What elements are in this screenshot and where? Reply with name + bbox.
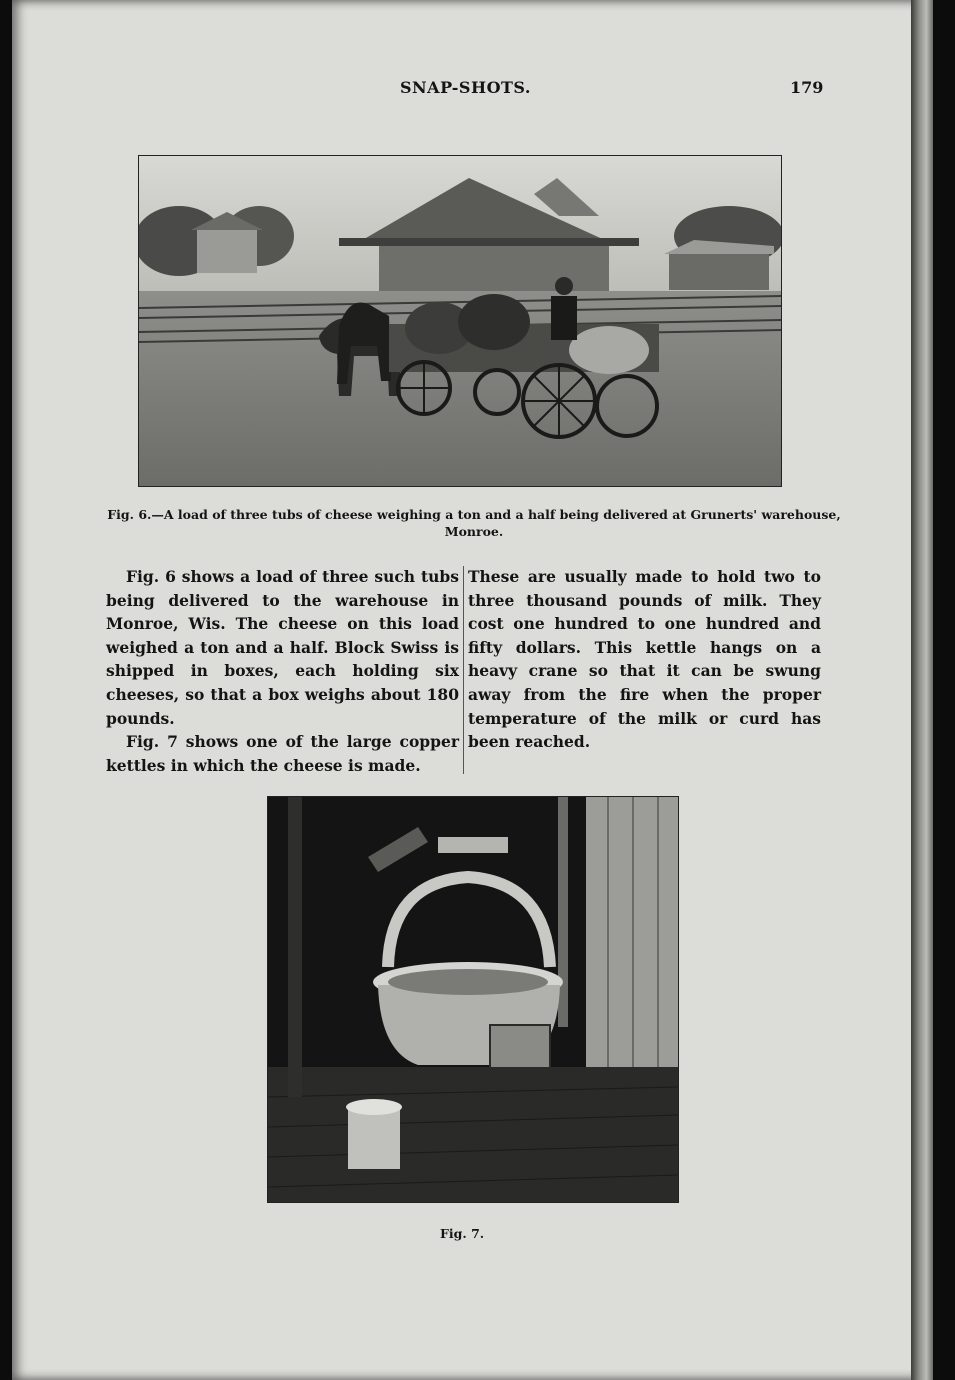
page-number: 179 [790, 78, 824, 97]
right-column [468, 565, 821, 754]
figure-6-caption: Fig. 6.—A load of three tubs of cheese weighing a ton and a half being delivered at Grunerts' warehouse, Monroe. [107, 507, 841, 539]
figure-6-photo [138, 155, 782, 487]
copper-kettle-illustration [268, 797, 678, 1202]
column-divider [463, 566, 464, 774]
figure-7-photo [267, 796, 679, 1203]
running-title: SNAP-SHOTS. [400, 78, 531, 97]
figure-7-caption: Fig. 7. [440, 1226, 485, 1241]
right-paragraph-1: These are usually made to hold two to three thousand pounds of milk. They cost one hundred to one hundred and fifty dollars. This kettle hangs on a heavy crane so that it can be swung away from the fire when the proper temperature of the milk or curd has been reached. [468, 567, 821, 752]
left-paragraph-1: Fig. 6 shows a load of three such tubs being delivered to the warehouse in Monroe, Wis. The cheese on this load weighed a ton and a half. Block Swiss is shipped in boxes, each holding six cheeses, so that a box weighs about 180 pounds. [106, 567, 459, 728]
left-paragraph-2: Fig. 7 shows one of the large copper kettles in which the cheese is made. [106, 732, 459, 775]
book-page [12, 0, 933, 1380]
adjacent-page-edge [911, 0, 933, 1380]
wagon-depot-illustration [139, 156, 781, 486]
left-column [106, 565, 459, 777]
